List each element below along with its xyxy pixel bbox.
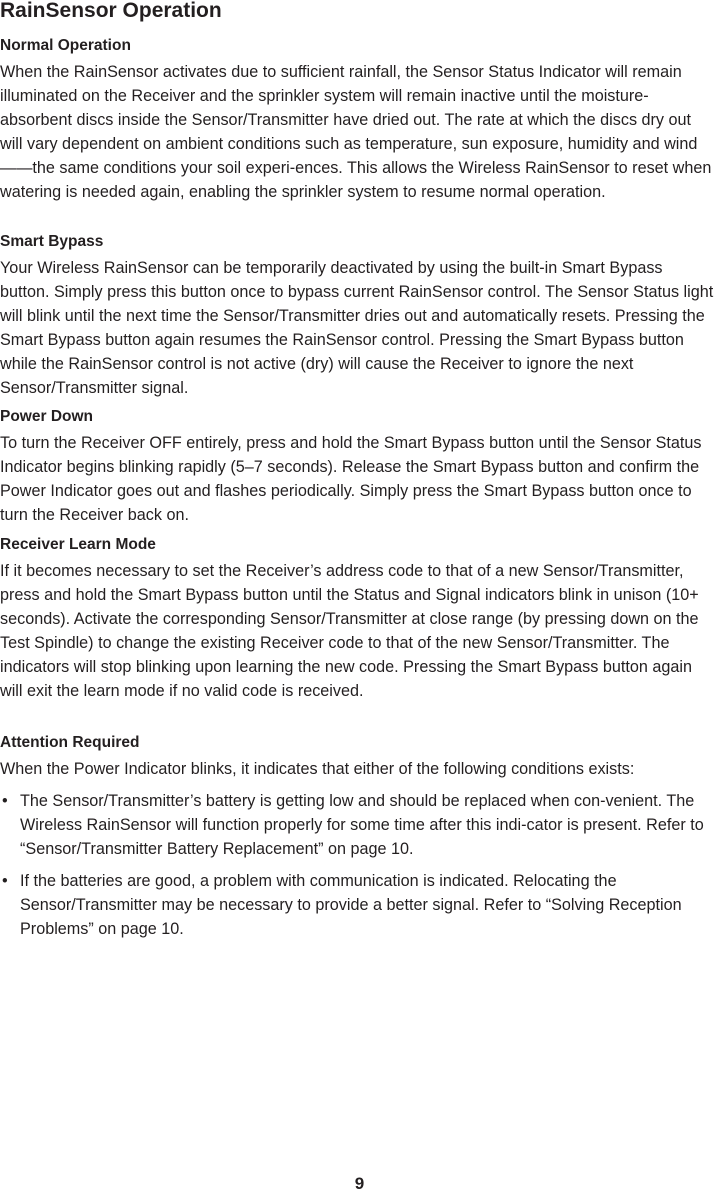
list-item-text: If the batteries are good, a problem with communication is indicated. Relocating the Sensor/Transmitter may be necessary to provide a better signal. Refer to “Solving Reception Problems” on page 10.	[20, 872, 682, 938]
section-power-down	[0, 407, 716, 527]
section-body: When the RainSensor activates due to sufficient rainfall, the Sensor Status Indicator will remain illuminated on the Receiver and the sprinkler system will remain inactive until the moisture-absorbent discs inside the Sensor/Transmitter have dried out. The rate at which the discs dry out will vary dependent on ambient conditions such as temperature, sun exposure, humidity and wind——the same conditions your soil experi-ences. This allows the Wireless RainSensor to reset when watering is needed again, enabling the sprinkler system to resume normal operation.	[0, 63, 712, 201]
section-attention-required	[0, 733, 716, 949]
list-item	[0, 869, 716, 941]
section-heading: Receiver Learn Mode	[0, 536, 156, 553]
section-body: Your Wireless RainSensor can be temporarily deactivated by using the built-in Smart Bypass button. Simply press this button once to bypass current RainSensor control. The Sensor Status light will blink until the next time the Sensor/Transmitter dries out and automatically resets. Pressing the Smart Bypass button again resumes the RainSensor control. Pressing the Smart Bypass button while the RainSensor control is not active (dry) will cause the Receiver to ignore the next Sensor/Transmitter signal.	[0, 259, 714, 397]
section-receiver-learn-mode	[0, 535, 716, 703]
section-smart-bypass	[0, 232, 716, 400]
page-number: 9	[354, 1174, 365, 1193]
section-heading: Normal Operation	[0, 37, 131, 54]
list-item	[0, 789, 716, 861]
section-normal-operation	[0, 36, 716, 204]
bullet-icon: •	[2, 792, 8, 810]
section-heading: Power Down	[0, 408, 94, 425]
section-heading: Attention Required	[0, 734, 140, 751]
section-body: To turn the Receiver OFF entirely, press and hold the Smart Bypass button until the Sensor Status Indicator begins blinking rapidly (5–7 seconds). Release the Smart Bypass button and confirm the Power Indicator goes out and flashes periodically. Simply press the Smart Bypass button once to turn the Receiver back on.	[0, 434, 702, 524]
condition-list	[0, 789, 716, 941]
page-title: RainSensor Operation	[0, 0, 222, 22]
bullet-icon: •	[2, 872, 8, 890]
list-item-text: The Sensor/Transmitter’s battery is getting low and should be replaced when con-venient. The Wireless RainSensor will function properly for some time after this indi-cator is present. Refer to “Sensor/Transmitter Battery Replacement” on page 10.	[20, 792, 704, 858]
section-body: If it becomes necessary to set the Receiver’s address code to that of a new Sensor/Transmitter, press and hold the Smart Bypass button until the Status and Signal indicators blink in unison (10+ seconds). Activate the corresponding Sensor/Transmitter at close range (by pressing down on the Test Spindle) to change the existing Receiver code to that of the new Sensor/Transmitter. The indicators will stop blinking upon learning the new code. Pressing the Smart Bypass button again will exit the learn mode if no valid code is received.	[0, 562, 699, 700]
section-heading: Smart Bypass	[0, 233, 104, 250]
section-body: When the Power Indicator blinks, it indicates that either of the following conditions exists:	[0, 760, 635, 778]
